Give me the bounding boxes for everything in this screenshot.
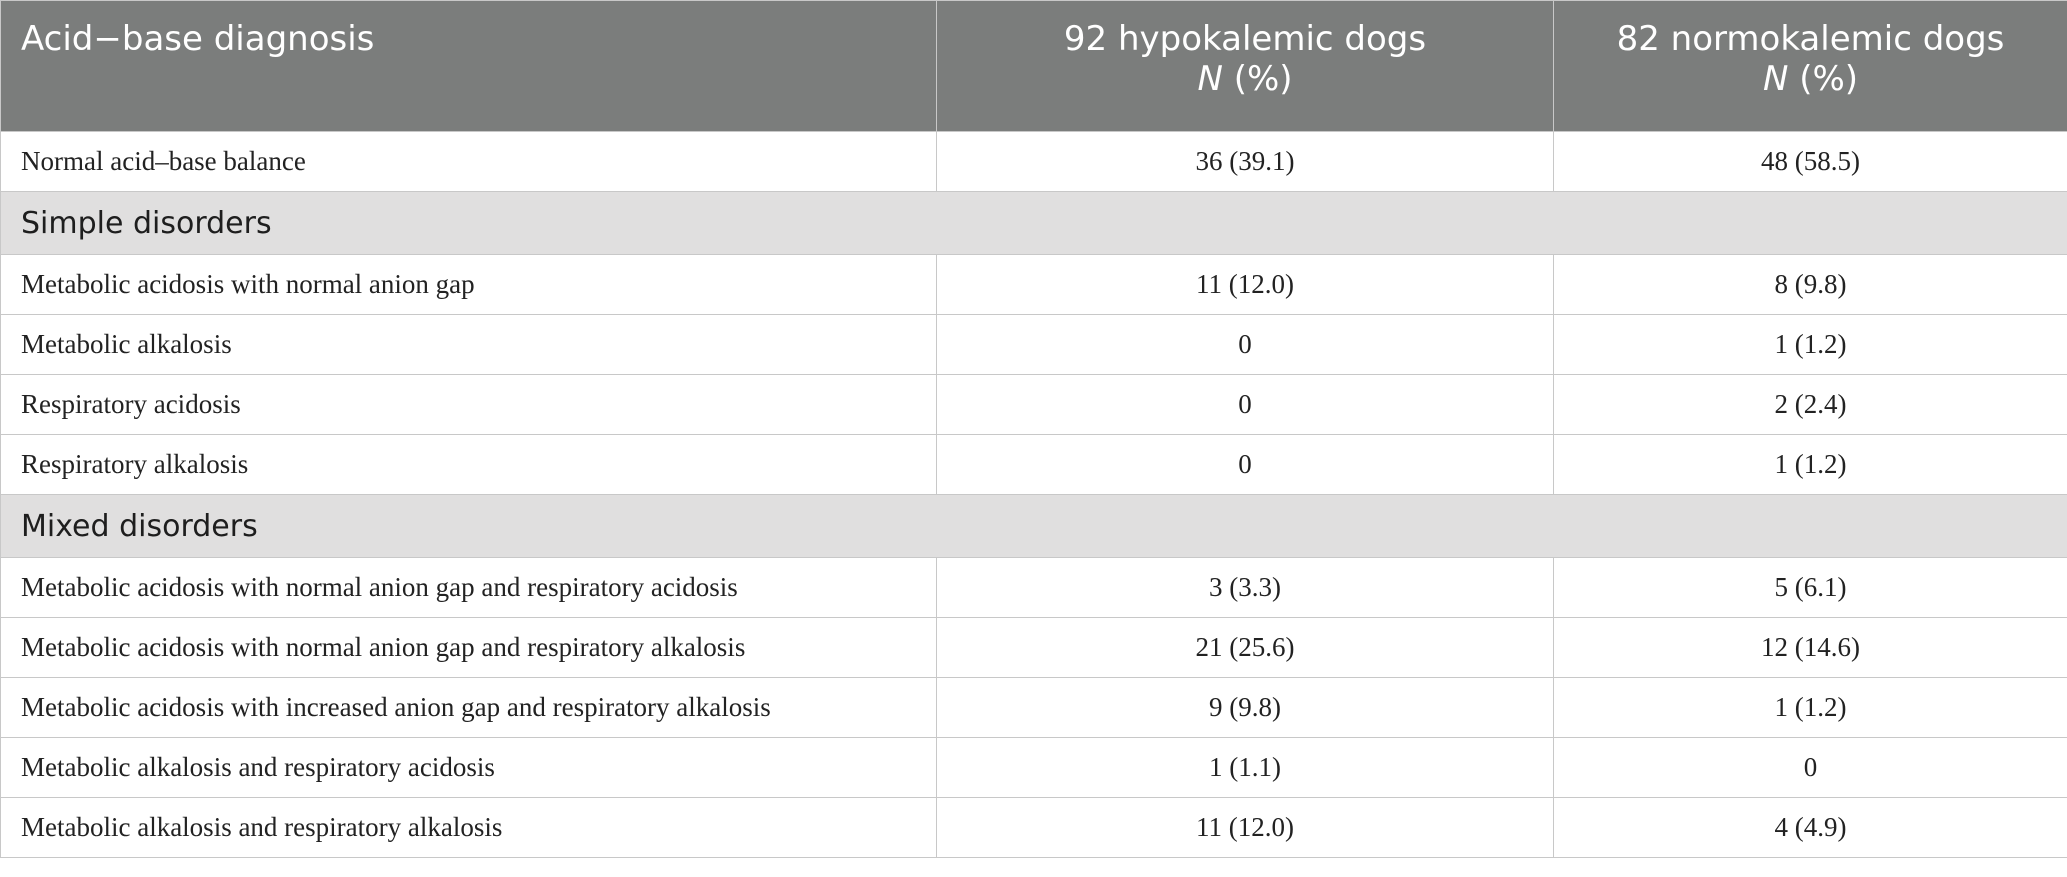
header-diagnosis: Acid−base diagnosis <box>1 1 937 132</box>
row-label: Respiratory alkalosis <box>1 435 937 495</box>
table-row <box>1 255 2067 315</box>
row-normo-value: 0 <box>1554 738 2067 798</box>
header-normokalemic-pct: (%) <box>1788 59 1859 99</box>
table-row <box>1 132 2067 192</box>
row-label: Metabolic acidosis with normal anion gap and respiratory acidosis <box>1 558 937 618</box>
section-title: Mixed disorders <box>1 495 2067 558</box>
row-hypo-value: 3 (3.3) <box>937 558 1554 618</box>
row-label: Metabolic alkalosis and respiratory acidosis <box>1 738 937 798</box>
row-hypo-value: 11 (12.0) <box>937 255 1554 315</box>
row-hypo-value: 0 <box>937 435 1554 495</box>
table-row <box>1 375 2067 435</box>
row-normo-value: 5 (6.1) <box>1554 558 2067 618</box>
row-normo-value: 12 (14.6) <box>1554 618 2067 678</box>
table-row <box>1 435 2067 495</box>
table-row <box>1 738 2067 798</box>
row-hypo-value: 0 <box>937 375 1554 435</box>
header-row <box>1 1 2067 132</box>
row-normo-value: 8 (9.8) <box>1554 255 2067 315</box>
section-header-mixed <box>1 495 2067 558</box>
row-hypo-value: 1 (1.1) <box>937 738 1554 798</box>
table-row <box>1 315 2067 375</box>
row-label: Normal acid–base balance <box>1 132 937 192</box>
row-label: Metabolic acidosis with increased anion gap and respiratory alkalosis <box>1 678 937 738</box>
header-normokalemic-n: N <box>1762 59 1789 99</box>
row-normo-value: 48 (58.5) <box>1554 132 2067 192</box>
row-label: Metabolic alkalosis <box>1 315 937 375</box>
header-hypokalemic-n: N <box>1197 59 1223 99</box>
row-hypo-value: 11 (12.0) <box>937 798 1554 858</box>
row-hypo-value: 36 (39.1) <box>937 132 1554 192</box>
header-normokalemic <box>1554 1 2067 132</box>
table-row <box>1 618 2067 678</box>
header-hypokalemic <box>937 1 1554 132</box>
table-row <box>1 678 2067 738</box>
table-body <box>1 132 2067 858</box>
row-normo-value: 1 (1.2) <box>1554 435 2067 495</box>
row-label: Metabolic alkalosis and respiratory alkalosis <box>1 798 937 858</box>
section-header-simple <box>1 192 2067 255</box>
row-label: Metabolic acidosis with normal anion gap and respiratory alkalosis <box>1 618 937 678</box>
table-row <box>1 798 2067 858</box>
table-row <box>1 558 2067 618</box>
table-header <box>1 1 2067 132</box>
header-hypokalemic-pct: (%) <box>1222 59 1293 99</box>
row-normo-value: 2 (2.4) <box>1554 375 2067 435</box>
row-normo-value: 1 (1.2) <box>1554 678 2067 738</box>
row-normo-value: 1 (1.2) <box>1554 315 2067 375</box>
row-hypo-value: 9 (9.8) <box>937 678 1554 738</box>
section-title: Simple disorders <box>1 192 2067 255</box>
row-hypo-value: 0 <box>937 315 1554 375</box>
row-normo-value: 4 (4.9) <box>1554 798 2067 858</box>
header-hypokalemic-label: 92 hypokalemic dogs <box>1063 19 1427 59</box>
row-label: Respiratory acidosis <box>1 375 937 435</box>
row-hypo-value: 21 (25.6) <box>937 618 1554 678</box>
header-normokalemic-label: 82 normokalemic dogs <box>1616 19 2005 59</box>
row-label: Metabolic acidosis with normal anion gap <box>1 255 937 315</box>
